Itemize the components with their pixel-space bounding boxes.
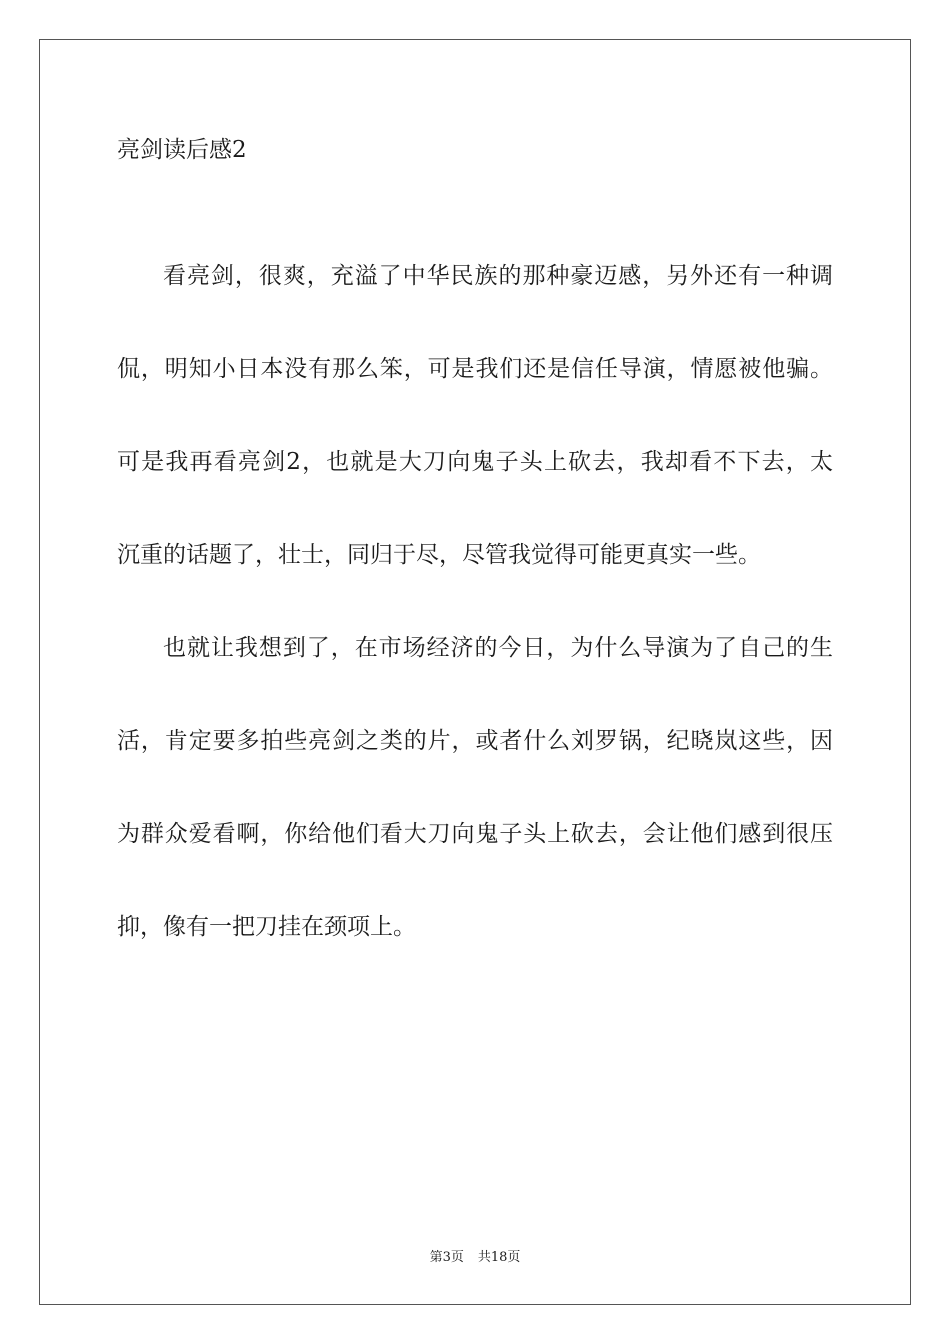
paragraph-2-line-1: 也就让我想到了，在市场经济的今日，为什么导演为了自己的生 <box>163 635 833 661</box>
paragraph-1-line-1: 看亮剑，很爽，充溢了中华民族的那种豪迈感，另外还有一种调 <box>163 263 833 289</box>
paragraph-1-line-4: 沉重的话题了，壮士，同归于尽，尽管我觉得可能更真实一些。 <box>117 542 761 568</box>
paragraph-1-line-3: 可是我再看亮剑2，也就是大刀向鬼子头上砍去，我却看不下去，太 <box>117 449 833 475</box>
paragraph-2-line-2: 活，肯定要多拍些亮剑之类的片，或者什么刘罗锅，纪晓岚这些，因 <box>117 728 833 754</box>
paragraph-1-line-2: 侃，明知小日本没有那么笨，可是我们还是信任导演，情愿被他骗。 <box>117 356 833 382</box>
page-footer <box>0 1248 950 1268</box>
document-title: 亮剑读后感2 <box>117 137 247 163</box>
page-number: 第3页 <box>429 1250 464 1265</box>
page-total: 共18页 <box>477 1250 521 1265</box>
paragraph-2-line-3: 为群众爱看啊，你给他们看大刀向鬼子头上砍去，会让他们感到很压 <box>117 821 833 847</box>
paragraph-2-line-4: 抑，像有一把刀挂在颈项上。 <box>117 914 416 940</box>
page-border <box>39 39 911 1305</box>
